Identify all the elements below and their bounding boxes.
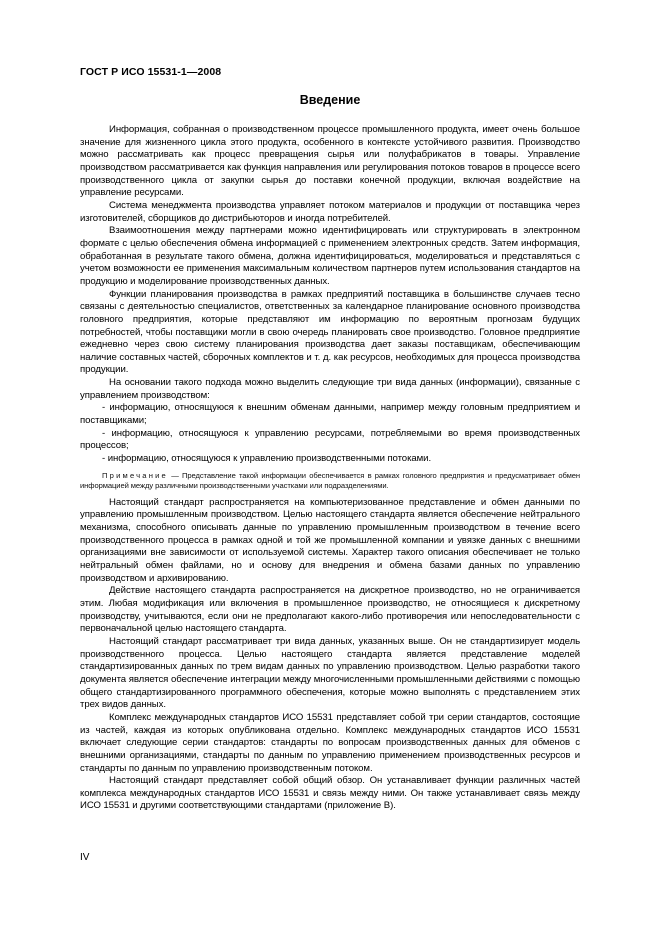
paragraph: Система менеджмента производства управляет потоком материалов и продукции от поставщика через изготовителей, сборщиков до дистрибьюторов и иногда потребителей. [80,199,580,224]
paragraph: Взаимоотношения между партнерами можно идентифицировать или структурировать в электронном формате с целью обеспечения обмена информацией с применением электронных средств. Затем информация, обработанная в результате такого обмена, должна идентифицироваться, моделироваться и представляться с учетом возможности ее применения максимальным количеством партнеров путем использования стандартов на продукцию и моделирование производственных данных. [80,225,580,287]
paragraph: Настоящий стандарт представляет собой общий обзор. Он устанавливает функции различных частей комплекса международных стандартов ИСО 15531 и связь между ними. Он также устанавливает связь между ИСО 15531 и другими соответствующими стандартами (приложение В). [80,775,580,812]
section-title: Введение [299,93,361,107]
list-item: - информацию, относящуюся к управлению производственными потоками. [102,453,432,465]
paragraph: Комплекс международных стандартов ИСО 15531 представляет собой три серии стандартов, состоящие из частей, каждая из которых опубликована отдельно. Комплекс международных стандартов ИСО 15531 включает следующие серии стандартов: стандарты по вопросам производственных данных для обменов с внешними организациями, стандарты по данным по управлению применением производственных ресурсов и стандарты по данным по управлению производственным потоком. [80,711,580,774]
list-item: - информацию, относящуюся к управлению ресурсами, потребляемыми во время производственных процессов; [80,427,580,452]
paragraph: Действие настоящего стандарта распространяется на дискретное производство, но не ограничивается этим. Любая модификация или включения в промышленное производство, не относящиеся к дискретному производству, учитываются, если они не предполагают какого-либо противоречия или непоследовательности с первоначальной целью настоящего стандарта. [80,585,580,635]
paragraph: Настоящий стандарт распространяется на компьютеризованное представление и обмен данными по управлению промышленным производством. Целью настоящего стандарта является обеспечение нейтрального механизма, способного описывать данные по управлению промышленным производством в течение всего производственного процесса в рамках одной и той же промышленной компании и увязке данных с внешними организациями вне зависимости от используемой системы. Характер такого описания обеспечивает не только нейтральный обмен файлами, но и основу для внедрения и обмена базами данных по управлению производством и архивированию. [80,496,580,584]
page-number: IV [80,852,90,863]
standard-header: ГОСТ Р ИСО 15531-1—2008 [80,66,222,78]
paragraph: Функции планирования производства в рамках предприятий поставщика в большинстве случаев тесно связаны с деятельностью специалистов, ответственных за календарное планирование основного производства головного предприятия, которые представляют им информацию по вероятным прогнозам будущих потребностей, чтобы поставщики могли в свою очередь планировать свое производство. Головное предприятие ежедневно через свою систему планирования производства дает заказы поставщикам, обеспечивающим наличие составных частей, сборочных комплектов и т. д. как ресурсов, необходимых для процесса производства продукции. [80,288,580,376]
body-text [80,124,580,813]
list-item: - информацию, относящуюся к внешним обменам данными, например между головным предприятием и поставщиками; [80,402,580,427]
paragraph: Настоящий стандарт рассматривает три вида данных, указанных выше. Он не стандартизирует модель производственного процесса. Целью настоящего стандарта является представление моделей стандартизированных данных по трем видам данных по управлению производством. Целью разработки такого документа является обеспечение интеграции между многочисленными промышленными действиями с помощью общего стандартизированного программного обеспечения, которые можно выполнять с представлением этих трех видов данных. [80,635,580,711]
paragraph: Информация, собранная о производственном процессе промышленного продукта, имеет очень большое значение для жизненного цикла этого продукта, особенного в контексте устойчивого развития. Производство можно рассматривать как процесс превращения сырья или полуфабрикатов в товары. Управление производством рассматривается как функция направления или регулирования потоков товаров в процессе всего производственного цикла от закупки сырья до поставки конечной продукции, включая воздействие на управление ресурсами. [80,124,580,199]
paragraph: На основании такого подхода можно выделить следующие три вида данных (информации), связанные с управлением производством: [80,377,580,401]
note-label: Примечание [102,470,168,480]
note [80,471,580,492]
note-text: — Представление такой информации обеспечивается в рамках головного предприятия и предусматривает обмен информацией между различными производственными участками или подразделениями. [80,470,580,491]
